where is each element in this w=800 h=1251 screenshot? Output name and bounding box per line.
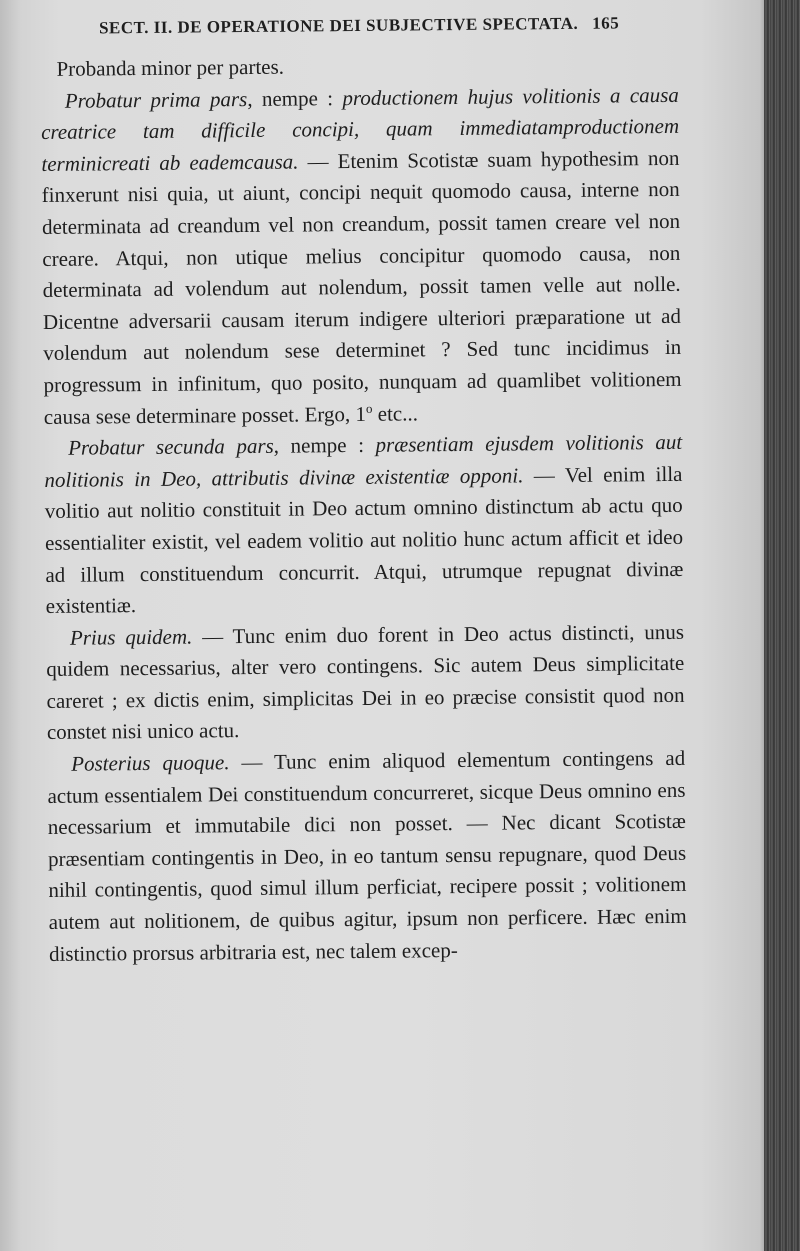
paragraph-tail: etc... — [372, 400, 419, 426]
ordinal-mark: o — [365, 400, 373, 416]
paragraph-lead: Posterius quoque. — [71, 750, 230, 776]
paragraph-connector: , nempe : — [273, 432, 376, 458]
running-title: SECT. II. DE OPERATIONE DEI SUBJECTIVE SPECTATA. — [98, 13, 579, 38]
paragraph-lead: Prius quidem. — [69, 624, 193, 650]
paragraph-posterius-quoque — [47, 743, 687, 970]
paragraph-text: — Tunc enim aliquod elementum contingens ad actum essentialem Dei constituendum concurreret, sicque Deus omnino ens necessarium et immutabile dici non posset. — Nec dicant Scotistæ præsentiam contingentis in Deo, in eo tantum sensu repugnare, quod Deus nihil contingentis, quod simul illum perficiat, recipere possit ; volitionem autem aut nolitionem, de quibus agitur, ipsum non perficere. Hæc enim distinctio prorsus arbitraria est, nec talem excep- — [47, 745, 687, 966]
paragraph-lead: Probatur secunda pars — [68, 433, 274, 460]
paragraph-text: — Tunc enim duo forent in Deo actus distincti, unus quidem necessarius, alter vero contingens. Sic autem Deus simplicitate careret ; ex dictis enim, simplicitas Dei in eo præcise consistit quod non constet nisi unico actu. — [46, 619, 685, 745]
paragraph-text: — Vel enim illa volitio aut nolitio constituit in Deo actum omnino distinctum ab actu quo essentialiter existit, vel eadem volitio aut nolitio hunc actum afficit et ideo ad illum constituendum concurrit. Atqui, utrumque repugnat divinæ existentiæ. — [44, 461, 684, 619]
paragraph-lead: Probatur prima pars — [64, 86, 248, 113]
paragraph-secunda-pars — [44, 427, 684, 623]
book-page-edge — [764, 0, 800, 1251]
paragraph-prius-quidem — [46, 617, 685, 749]
running-head — [40, 8, 678, 44]
paragraph-text: — Etenim Scotistæ suam hypothesim non finxerunt nisi quia, ut aiunt, concipi nequit quomodo causa, interne non determinata ad creandum vel non creandum, possit tamen creare vel non creare. Atqui, non utique melius concipitur quomodo causa, non determinata ad volendum aut nolendum, possit tamen velle aut nolle. Dicentne adversarii causam iterum indigere ulteriori præparatione ut ad volendum aut nolendum sese determinet ? Sed tunc incidimus in progressum in infinitum, quo posito, nunquam ad quamlibet volitionem causa sese determinare posset. Ergo, — [41, 145, 682, 429]
paragraph-prima-pars — [41, 79, 682, 433]
page-text-block — [40, 8, 687, 970]
paragraph-numeral: 1 — [355, 401, 367, 426]
paragraph-connector: , nempe : — [247, 85, 343, 111]
page-number: 165 — [592, 13, 620, 33]
paragraph-proposition: præsentiam ejusdem volitionis aut nolitionis in Deo, attributis divinæ existentiæ opponi. — [44, 429, 683, 492]
paragraph-proposition: productionem hujus volitionis a causa creatrice tam difficile concipi, quam immediatamproductionem terminicreati ab eademcausa. — [41, 82, 680, 176]
paragraph-text: Probanda minor per partes. — [56, 54, 285, 81]
